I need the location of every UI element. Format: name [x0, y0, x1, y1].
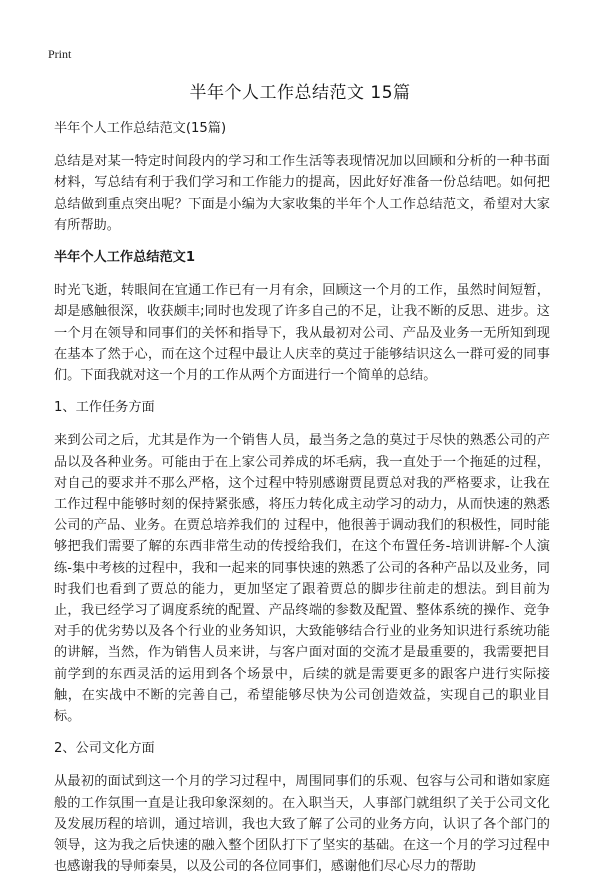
- document-subtitle: 半年个人工作总结范文(15篇): [54, 121, 227, 136]
- article-heading: 半年个人工作总结范文1: [54, 250, 196, 266]
- section-1-text: 来到公司之后，尤其是作为一个销售人员，最当务之急的莫过于尽快的熟悉公司的产品以及各种业务。可能由于在上家公司养成的坏毛病，我一直处于一个拖延的过程，对自己的要求并不那么严格，这个过程中特别感谢贾昆贾总对我的严格要求，让我在工作过程中能够时刻的保持紧张感，将压力转化成主动学习的动力，从而快速的熟悉公司的产品、业务。在贾总培养我们的 过程中，他很善于调动我们的积极性，同时能够把我们需要了解的东西非常生动的传授给我们，在这个布置任务-培训讲解-个人演练-集中考核的过程中，我和一起来的同事快速的熟悉了公司的各种产品以及业务，同时我们也看到了贾总的能力，更加坚定了跟着贾总的脚步往前走的想法。到目前为止，我已经学习了调度系统的配置、产品终端的参数及配置、整体系统的操作、竞争对手的优劣势以及各个行业的业务知识，大致能够结合行业的业务知识进行系统功能的讲解，当然，作为销售人员来讲，与客户面对面的交流才是最重要的，我需要把目前学到的东西灵活的运用到各个场景中，后续的就是需要更多的跟客户进行实际接触，在实战中不断的完善自己，希望能够尽快为公司创造效益，实现自己的职业目标。: [54, 433, 550, 725]
- page-title: 半年个人工作总结范文 15篇: [189, 83, 411, 103]
- section-2-heading: 2、公司文化方面: [54, 741, 155, 757]
- intro-paragraph: 总结是对某一特定时间段内的学习和工作生活等表现情况加以回顾和分析的一种书面材料，写总结有利于我们学习和工作能力的提高，因此好好准备一份总结吧。如何把总结做到重点突出呢？下面是小编为大家收集的半年个人工作总结范文，希望对大家有所帮助。: [54, 154, 550, 233]
- document-body: [54, 118, 550, 889]
- section-2-text: 从最初的面试到这一个月的学习过程中，周围同事们的乐观、包容与公司和谐如家庭般的工作氛围一直是让我印象深刻的。在入职当天，人事部门就组织了关于公司文化及发展历程的培训，通过培训，我也大致了解了公司的业务方向，认识了各个部门的领导，这为我之后快速的融入整个团队打下了坚实的基础。在这一个月的学习过程中也感谢我的导师秦昊，以及公司的各位同事们，感谢他们尽心尽力的帮助: [54, 774, 550, 875]
- section-1-heading: 1、工作任务方面: [54, 400, 155, 416]
- print-link[interactable]: Print: [48, 47, 72, 61]
- paragraph-1: 时光飞逝，转眼间在宜通工作已有一月有余，回顾这一个月的工作，虽然时间短暂，却是感触很深，收获颇丰;同时也发现了许多自己的不足，让我不断的反思、进步。这一个月在领导和同事们的关怀和指导下，我从最初对公司、产品及业务一无所知到现在基本了然于心，而在这个过程中最让人庆幸的莫过于能够结识这么一群可爱的同事们。下面我就对这一个月的工作从两个方面进行一个简单的总结。: [54, 283, 550, 384]
